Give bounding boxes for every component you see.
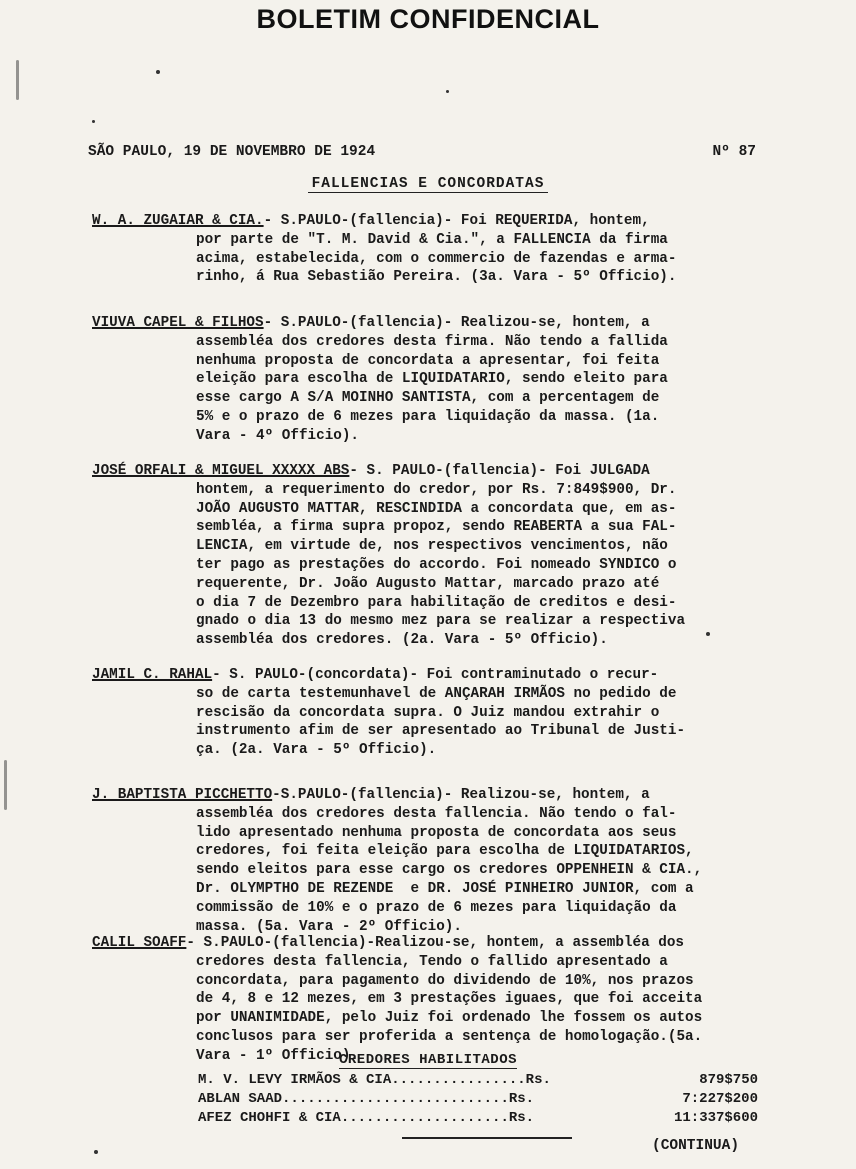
entry-line: Dr. OLYMPTHO DE REZENDE e DR. JOSÉ PINHEIRO JUNIOR, com a (196, 880, 694, 897)
dateline: SÃO PAULO, 19 DE NOVEMBRO DE 1924 (88, 144, 376, 160)
entry-line: o dia 7 de Dezembro para habilitação de creditos e desi- (196, 594, 677, 611)
entry-firm-name: W. A. ZUGAIAR & CIA. (92, 213, 264, 229)
creditors-heading-text: CREDORES HABILITADOS (338, 1052, 518, 1068)
entry-line: eleição para escolha de LIQUIDATARIO, sendo eleito para (196, 371, 668, 388)
entry-firm-name: JAMIL C. RAHAL (92, 667, 213, 683)
creditor-amount: 7:227$200 (682, 1091, 758, 1107)
scan-speck (706, 632, 710, 636)
scan-speck (92, 120, 95, 123)
entry-line: assembléa dos credores. (2a. Vara - 5º Officio). (196, 632, 608, 649)
scan-speck (94, 1150, 98, 1154)
creditor-row (198, 1091, 758, 1107)
scan-speck (446, 90, 449, 93)
entry-line: hontem, a requerimento do credor, por Rs. 7:849$900, Dr. (196, 481, 677, 498)
entry-line: so de carta testemunhavel de ANÇARAH IRMÃOS no pedido de (196, 685, 677, 702)
creditor-entry (198, 1091, 534, 1107)
entry-line: conclusos para ser proferida a sentença de homologação.(5a. (196, 1028, 703, 1045)
entry-line: acima, estabelecida, com o commercio de fazendas e arma- (196, 250, 677, 267)
entry-line: concordata, para pagamento do dividendo de 10%, nos prazos (196, 972, 694, 989)
entry-line: LENCIA, em virtude de, nos respectivos vencimentos, não (196, 538, 668, 555)
entry-line: sendo eleitos para esse cargo os credores OPPENHEIN & CIA., (196, 862, 703, 879)
entry-line: ça. (2a. Vara - 5º Officio). (196, 742, 437, 759)
entry-calil-soaff (92, 934, 772, 1066)
entry-line: lido apresentado nenhuma proposta de concordata aos seus (196, 824, 677, 841)
section-heading (0, 176, 856, 192)
entry-line: 5% e o prazo de 6 mezes para liquidação da massa. (1a. (196, 408, 660, 425)
creditor-name: M. V. LEVY IRMÃOS & CIA. (198, 1072, 400, 1088)
entry-line: de 4, 8 e 12 mezes, em 3 prestações iguaes, que foi acceita (196, 991, 703, 1008)
entry-line: - S.PAULO-(fallencia)- Foi REQUERIDA, hontem, (263, 213, 650, 229)
entry-line: credores desta fallencia, Tendo o fallido apresentado a (196, 953, 668, 970)
creditor-leader: ........................... (282, 1091, 509, 1107)
entry-firm-name: CALIL SOAFF (92, 935, 187, 951)
entry-orfali (92, 462, 772, 650)
entry-line: assembléa dos credores desta firma. Não tendo a fallida (196, 333, 668, 350)
creditor-name: AFEZ CHOHFI & CIA. (198, 1110, 350, 1126)
entry-line: - S. PAULO-(fallencia)- Foi JULGADA (349, 463, 650, 479)
entry-line: instrumento afim de ser apresentado ao Tribunal de Justi- (196, 723, 686, 740)
entry-rahal (92, 666, 772, 760)
creditor-entry (198, 1110, 534, 1126)
section-heading-text: FALLENCIAS E CONCORDATAS (308, 176, 549, 193)
entry-zugaiar (92, 212, 772, 287)
creditor-entry (198, 1072, 551, 1088)
creditor-amount: 11:337$600 (673, 1110, 758, 1126)
creditor-leader: ................... (349, 1110, 509, 1126)
creditor-row (198, 1072, 758, 1088)
entry-line: - S.PAULO-(fallencia)- Realizou-se, hontem, a (263, 315, 650, 331)
entry-line: requerente, Dr. João Augusto Mattar, marcado prazo até (196, 575, 660, 592)
entry-line: rinho, á Rua Sebastião Pereira. (3a. Vara - 5º Officio). (196, 269, 677, 286)
entry-line: nenhuma proposta de concordata a apresentar, foi feita (196, 352, 660, 369)
entry-line: sembléa, a firma supra propoz, sendo REABERTA a sua FAL- (196, 519, 677, 536)
creditor-row (198, 1110, 758, 1126)
entry-line: assembléa dos credores desta fallencia. Não tendo o fal- (196, 805, 677, 822)
bulletin-number: Nº 87 (712, 144, 756, 160)
scan-edge-mark (16, 60, 19, 100)
bulletin-title: BOLETIM CONFIDENCIAL (256, 4, 600, 34)
creditor-currency: Rs. (508, 1091, 535, 1107)
entry-firm-name: J. BAPTISTA PICCHETTO (92, 787, 273, 803)
entry-line: JOÃO AUGUSTO MATTAR, RESCINDIDA a concordata que, em as- (196, 500, 677, 517)
creditor-currency: Rs. (508, 1110, 535, 1126)
creditor-leader: ............... (399, 1072, 526, 1088)
scan-edge-mark (4, 760, 7, 810)
entry-line: ter pago as prestações do accordo. Foi nomeado SYNDICO o (196, 556, 677, 573)
entry-firm-name: VIUVA CAPEL & FILHOS (92, 315, 264, 331)
entry-picchetto (92, 786, 772, 936)
scan-speck (156, 70, 160, 74)
entry-line: por parte de "T. M. David & Cia.", a FALLENCIA da firma (196, 231, 668, 248)
entry-line: esse cargo A S/A MOINHO SANTISTA, com a percentagem de (196, 390, 660, 407)
closing-rule (402, 1137, 572, 1139)
entry-line: gnado o dia 13 do mesmo mez para se realizar a respectiva (196, 613, 686, 630)
entry-line: Vara - 1º Officio). (196, 1047, 360, 1064)
entry-line: - S.PAULO-(fallencia)-Realizou-se, hontem, a assembléa dos (186, 935, 684, 951)
continua-note: (CONTINUA) (652, 1138, 740, 1154)
entry-line: -S.PAULO-(fallencia)- Realizou-se, hontem, a (272, 787, 650, 803)
entry-line: por UNANIMIDADE, pelo Juiz foi ordenado lhe fossem os autos (196, 1010, 703, 1027)
entry-line: credores, foi feita eleição para escolha de LIQUIDATARIOS, (196, 843, 694, 860)
entry-line: massa. (5a. Vara - 2º Officio). (196, 918, 462, 935)
creditor-amount: 879$750 (699, 1072, 758, 1088)
entry-firm-name: JOSÉ ORFALI & MIGUEL XXXXX ABS (92, 463, 350, 479)
entry-line: commissão de 10% e o prazo de 6 mezes para liquidação da (196, 899, 677, 916)
entry-viuva-capel (92, 314, 772, 446)
entry-line: rescisão da concordata supra. O Juiz mandou extrahir o (196, 704, 660, 721)
creditors-heading (0, 1052, 856, 1068)
creditor-name: ABLAN SAAD (198, 1091, 283, 1107)
creditor-currency: Rs. (525, 1072, 551, 1088)
entry-line: Vara - 4º Officio). (196, 427, 360, 444)
entry-line: - S. PAULO-(concordata)- Foi contraminutado o recur- (212, 667, 659, 683)
